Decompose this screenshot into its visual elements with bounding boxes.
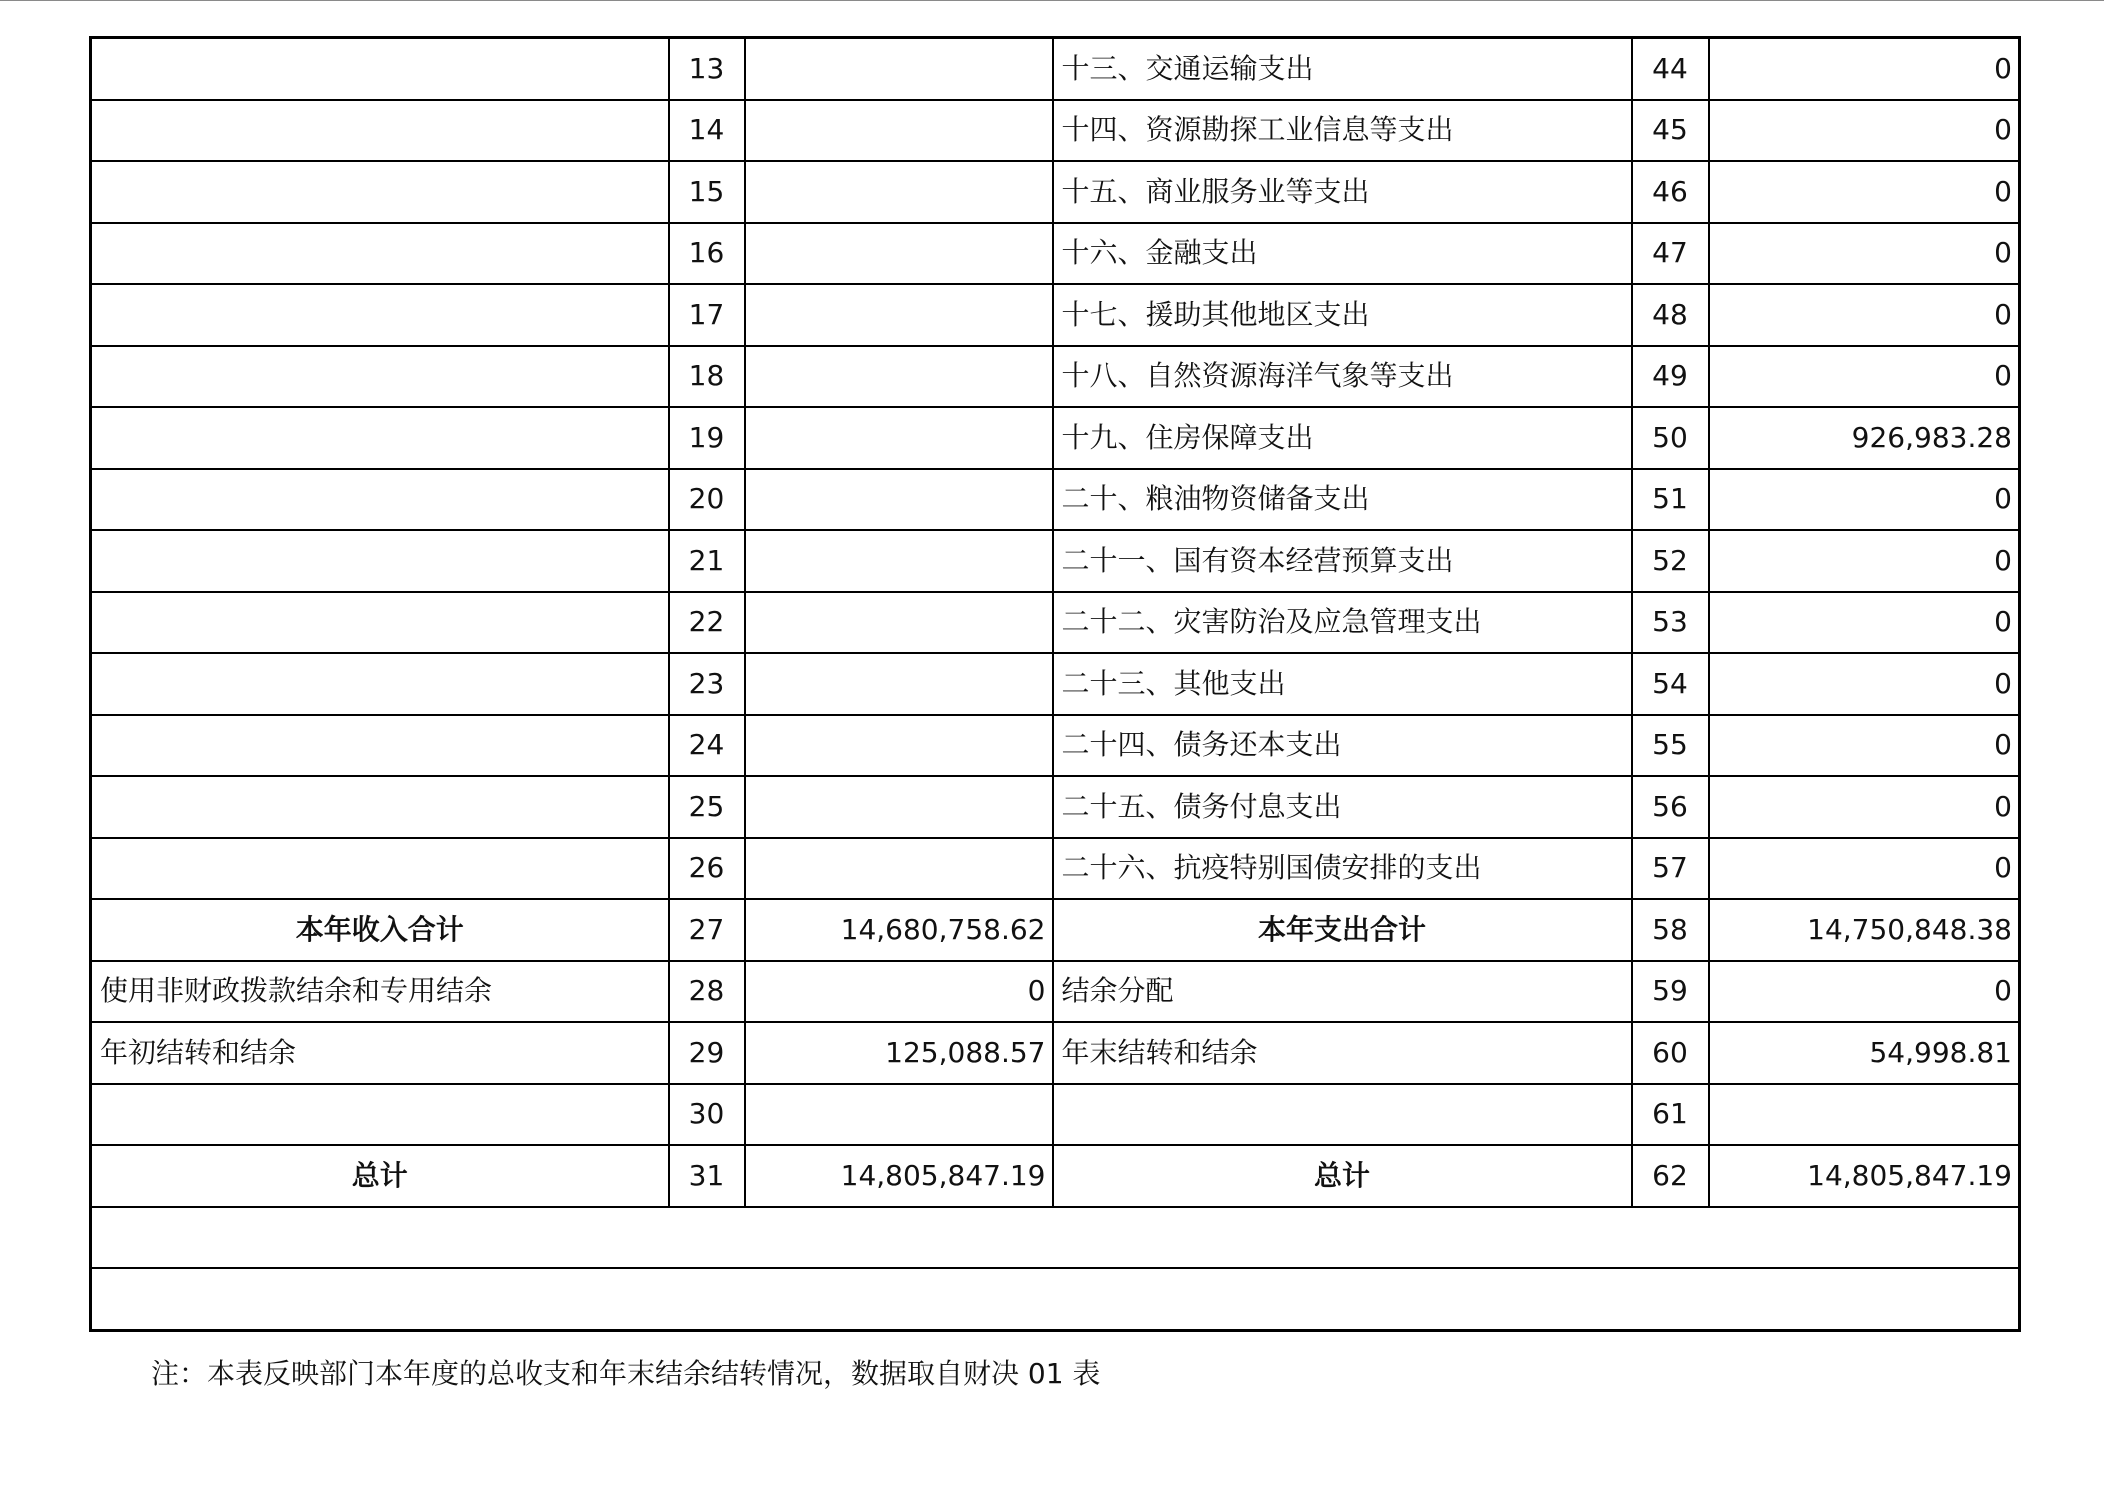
table-row — [91, 1084, 2020, 1146]
expense-seq-cell: 47 — [1632, 223, 1709, 285]
income-seq-cell: 22 — [669, 592, 745, 654]
income-item-cell — [91, 592, 669, 654]
income-seq-cell: 16 — [669, 223, 745, 285]
income-amount-cell: 125,088.57 — [745, 1022, 1053, 1084]
expense-item-cell: 二十五、债务付息支出 — [1053, 776, 1632, 838]
expense-amount-cell: 0 — [1709, 469, 2020, 531]
income-amount-cell — [745, 38, 1053, 100]
expense-seq-cell: 46 — [1632, 161, 1709, 223]
income-item-cell: 本年收入合计 — [91, 899, 669, 961]
income-seq-cell: 13 — [669, 38, 745, 100]
income-item-cell — [91, 469, 669, 531]
income-item-cell: 年初结转和结余 — [91, 1022, 669, 1084]
expense-amount-cell: 14,750,848.38 — [1709, 899, 2020, 961]
expense-amount-cell — [1709, 1084, 2020, 1146]
expense-item-cell: 十七、援助其他地区支出 — [1053, 284, 1632, 346]
expense-seq-cell: 54 — [1632, 653, 1709, 715]
expense-amount-cell: 0 — [1709, 161, 2020, 223]
income-item-cell — [91, 100, 669, 162]
expense-amount-cell: 0 — [1709, 38, 2020, 100]
expense-item-cell: 十三、交通运输支出 — [1053, 38, 1632, 100]
income-seq-cell: 20 — [669, 469, 745, 531]
expense-item-cell: 二十四、债务还本支出 — [1053, 715, 1632, 777]
income-amount-cell — [745, 161, 1053, 223]
blank-row — [91, 1207, 2020, 1269]
income-amount-cell — [745, 776, 1053, 838]
table-row — [91, 38, 2020, 100]
blank-row — [91, 1268, 2020, 1330]
expense-amount-cell: 0 — [1709, 592, 2020, 654]
blank-cell — [91, 1207, 2020, 1269]
income-seq-cell: 24 — [669, 715, 745, 777]
income-amount-cell: 14,680,758.62 — [745, 899, 1053, 961]
expense-seq-cell: 57 — [1632, 838, 1709, 900]
income-seq-cell: 23 — [669, 653, 745, 715]
income-amount-cell: 0 — [745, 961, 1053, 1023]
expense-seq-cell: 52 — [1632, 530, 1709, 592]
expense-seq-cell: 53 — [1632, 592, 1709, 654]
income-seq-cell: 27 — [669, 899, 745, 961]
income-seq-cell: 31 — [669, 1145, 745, 1207]
table-row — [91, 961, 2020, 1023]
expense-amount-cell: 0 — [1709, 284, 2020, 346]
table-row — [91, 346, 2020, 408]
table-row — [91, 899, 2020, 961]
expense-item-cell: 二十六、抗疫特别国债安排的支出 — [1053, 838, 1632, 900]
expense-seq-cell: 50 — [1632, 407, 1709, 469]
table-row — [91, 284, 2020, 346]
expense-amount-cell: 0 — [1709, 838, 2020, 900]
income-seq-cell: 25 — [669, 776, 745, 838]
income-amount-cell — [745, 1084, 1053, 1146]
expense-item-cell: 十四、资源勘探工业信息等支出 — [1053, 100, 1632, 162]
expense-item-cell: 十六、金融支出 — [1053, 223, 1632, 285]
table-row — [91, 407, 2020, 469]
income-seq-cell: 17 — [669, 284, 745, 346]
page-top-rule — [0, 0, 2104, 1]
income-seq-cell: 30 — [669, 1084, 745, 1146]
income-amount-cell: 14,805,847.19 — [745, 1145, 1053, 1207]
income-amount-cell — [745, 100, 1053, 162]
expense-item-cell: 二十、粮油物资储备支出 — [1053, 469, 1632, 531]
expense-seq-cell: 51 — [1632, 469, 1709, 531]
income-amount-cell — [745, 284, 1053, 346]
income-amount-cell — [745, 346, 1053, 408]
income-amount-cell — [745, 223, 1053, 285]
income-item-cell — [91, 530, 669, 592]
table-row — [91, 653, 2020, 715]
expense-item-cell: 总计 — [1053, 1145, 1632, 1207]
expense-seq-cell: 49 — [1632, 346, 1709, 408]
expense-seq-cell: 61 — [1632, 1084, 1709, 1146]
expense-seq-cell: 48 — [1632, 284, 1709, 346]
income-amount-cell — [745, 530, 1053, 592]
expense-amount-cell: 0 — [1709, 653, 2020, 715]
income-amount-cell — [745, 838, 1053, 900]
expense-amount-cell: 0 — [1709, 346, 2020, 408]
expense-item-cell: 二十一、国有资本经营预算支出 — [1053, 530, 1632, 592]
table-row — [91, 715, 2020, 777]
expense-seq-cell: 62 — [1632, 1145, 1709, 1207]
expense-amount-cell: 14,805,847.19 — [1709, 1145, 2020, 1207]
expense-amount-cell: 0 — [1709, 223, 2020, 285]
income-item-cell — [91, 38, 669, 100]
income-item-cell: 使用非财政拨款结余和专用结余 — [91, 961, 669, 1023]
table-row — [91, 161, 2020, 223]
table-row — [91, 838, 2020, 900]
income-seq-cell: 14 — [669, 100, 745, 162]
expense-item-cell: 十八、自然资源海洋气象等支出 — [1053, 346, 1632, 408]
expense-amount-cell: 0 — [1709, 961, 2020, 1023]
income-item-cell — [91, 838, 669, 900]
income-amount-cell — [745, 715, 1053, 777]
table-row — [91, 223, 2020, 285]
income-expense-table — [89, 36, 2021, 1332]
expense-amount-cell: 926,983.28 — [1709, 407, 2020, 469]
expense-seq-cell: 58 — [1632, 899, 1709, 961]
income-seq-cell: 29 — [669, 1022, 745, 1084]
income-amount-cell — [745, 407, 1053, 469]
expense-amount-cell: 0 — [1709, 530, 2020, 592]
income-amount-cell — [745, 592, 1053, 654]
expense-seq-cell: 56 — [1632, 776, 1709, 838]
expense-item-cell — [1053, 1084, 1632, 1146]
expense-item-cell: 十九、住房保障支出 — [1053, 407, 1632, 469]
expense-seq-cell: 60 — [1632, 1022, 1709, 1084]
income-seq-cell: 28 — [669, 961, 745, 1023]
income-amount-cell — [745, 653, 1053, 715]
expense-amount-cell: 0 — [1709, 100, 2020, 162]
expense-item-cell: 本年支出合计 — [1053, 899, 1632, 961]
income-item-cell — [91, 1084, 669, 1146]
income-seq-cell: 18 — [669, 346, 745, 408]
table-row — [91, 530, 2020, 592]
expense-amount-cell: 0 — [1709, 715, 2020, 777]
income-item-cell — [91, 776, 669, 838]
expense-seq-cell: 45 — [1632, 100, 1709, 162]
table-row — [91, 100, 2020, 162]
income-seq-cell: 26 — [669, 838, 745, 900]
expense-seq-cell: 55 — [1632, 715, 1709, 777]
table-footnote: 注：本表反映部门本年度的总收支和年末结余结转情况，数据取自财决 01 表 — [151, 1357, 1101, 1390]
table-row — [91, 1022, 2020, 1084]
expense-item-cell: 年末结转和结余 — [1053, 1022, 1632, 1084]
income-item-cell — [91, 653, 669, 715]
expense-amount-cell: 54,998.81 — [1709, 1022, 2020, 1084]
income-item-cell — [91, 223, 669, 285]
income-item-cell — [91, 407, 669, 469]
blank-cell — [91, 1268, 2020, 1330]
table-row — [91, 776, 2020, 838]
income-item-cell — [91, 161, 669, 223]
expense-item-cell: 十五、商业服务业等支出 — [1053, 161, 1632, 223]
table-row — [91, 1145, 2020, 1207]
income-seq-cell: 19 — [669, 407, 745, 469]
expense-item-cell: 二十三、其他支出 — [1053, 653, 1632, 715]
income-seq-cell: 15 — [669, 161, 745, 223]
table-body — [91, 38, 2020, 1331]
table-row — [91, 592, 2020, 654]
income-seq-cell: 21 — [669, 530, 745, 592]
income-item-cell: 总计 — [91, 1145, 669, 1207]
expense-item-cell: 二十二、灾害防治及应急管理支出 — [1053, 592, 1632, 654]
income-item-cell — [91, 284, 669, 346]
income-item-cell — [91, 346, 669, 408]
expense-seq-cell: 59 — [1632, 961, 1709, 1023]
income-item-cell — [91, 715, 669, 777]
expense-item-cell: 结余分配 — [1053, 961, 1632, 1023]
expense-seq-cell: 44 — [1632, 38, 1709, 100]
table-row — [91, 469, 2020, 531]
expense-amount-cell: 0 — [1709, 776, 2020, 838]
income-amount-cell — [745, 469, 1053, 531]
